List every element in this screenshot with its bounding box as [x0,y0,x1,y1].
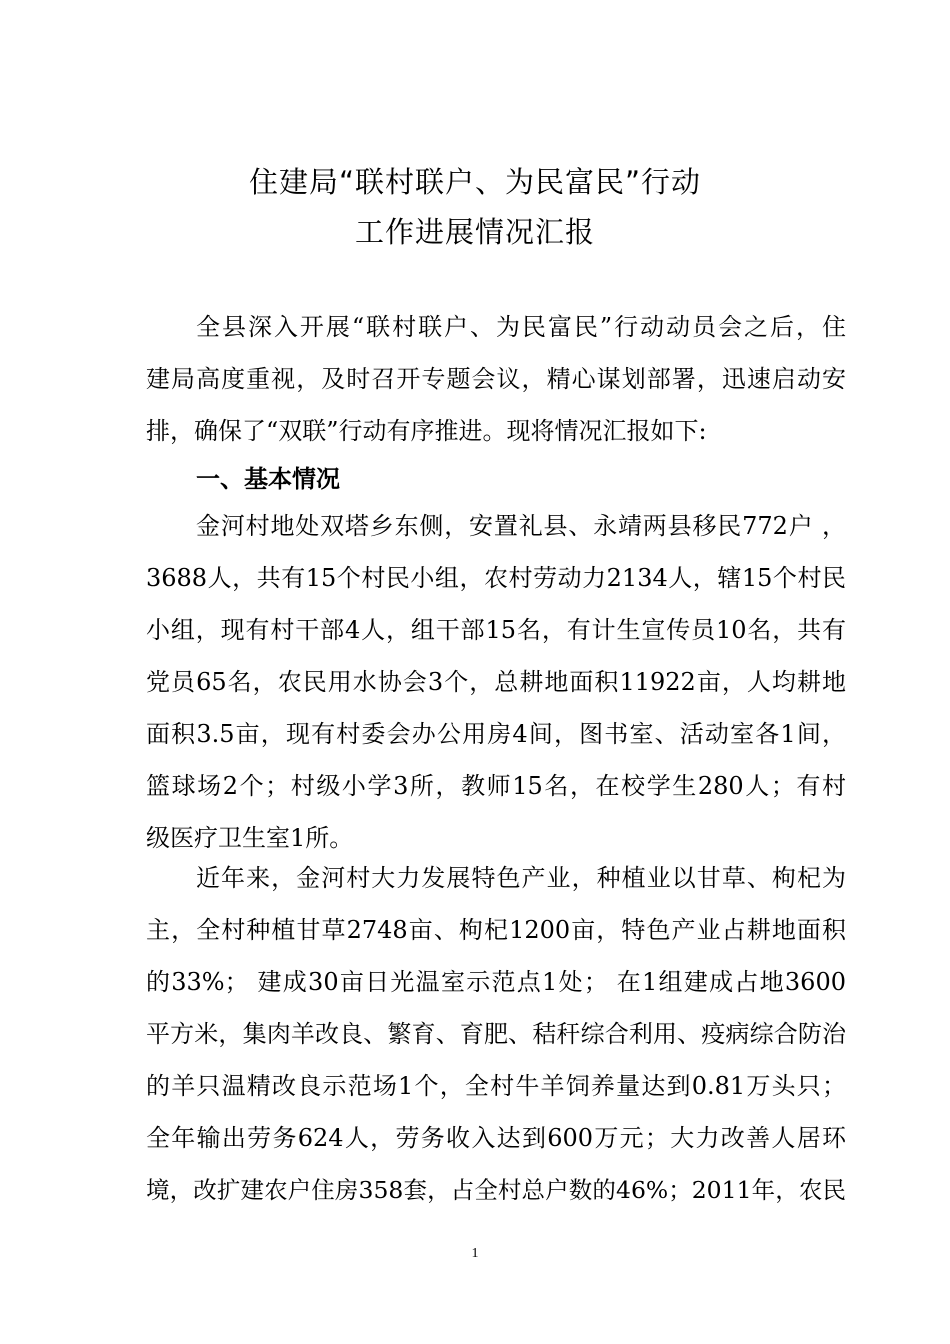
section-heading: 一、基本情况 [196,465,340,493]
paragraph-line: 主，全村种植甘草2748亩、枸杞1200亩，特色产业占耕地面积 [146,916,846,944]
paragraph-line: 3688人，共有15个村民小组，农村劳动力2134人，辖15个村民 [146,564,846,592]
paragraph-line: 小组，现有村干部4人，组干部15名，有计生宣传员10名，共有 [146,616,846,644]
document-title-line-1: 住建局“联村联户、为民富民”行动 [248,165,702,199]
paragraph-line: 建局高度重视，及时召开专题会议，精心谋划部署，迅速启动安 [146,365,846,393]
page-number: 1 [471,1246,479,1261]
paragraph-line: 排，确保了“双联”行动有序推进。现将情况汇报如下: [146,417,707,445]
paragraph-line: 党员65名，农民用水协会3个，总耕地面积11922亩，人均耕地 [146,668,846,696]
paragraph-line: 篮球场2个；村级小学3所，教师15名，在校学生280人；有村 [146,772,846,800]
document-title-line-2: 工作进展情况汇报 [354,215,595,249]
paragraph-line: 平方米，集肉羊改良、繁育、育肥、秸秆综合利用、疫病综合防治 [146,1020,846,1048]
paragraph-line: 面积3.5亩，现有村委会办公用房4间，图书室、活动室各1间， [146,720,846,748]
paragraph-line: 境，改扩建农户住房358套，占全村总户数的46%；2011年，农民 [146,1176,846,1204]
paragraph-line: 金河村地处双塔乡东侧，安置礼县、永靖两县移民772户 ， [196,512,846,540]
paragraph-line: 级医疗卫生室1所。 [146,824,354,852]
paragraph-line: 的羊只温精改良示范场1个，全村牛羊饲养量达到0.81万头只； [146,1072,846,1100]
paragraph-line: 全年输出劳务624人，劳务收入达到600万元；大力改善人居环 [146,1124,846,1152]
paragraph-line: 全县深入开展“联村联户、为民富民”行动动员会之后，住 [196,313,846,341]
paragraph-line: 的33%； 建成30亩日光温室示范点1处； 在1组建成占地3600 [146,968,846,996]
paragraph-line: 近年来，金河村大力发展特色产业，种植业以甘草、枸杞为 [196,864,846,892]
